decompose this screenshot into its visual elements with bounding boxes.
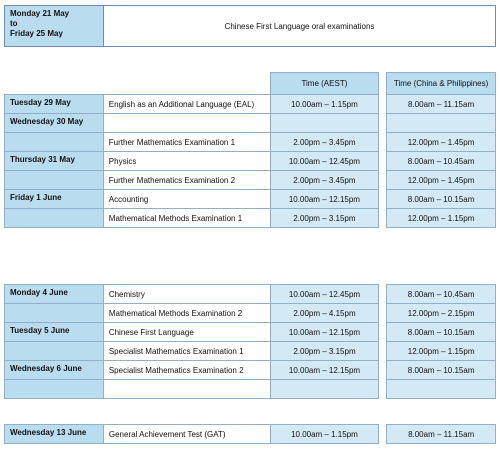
subject-cell: Accounting	[103, 190, 270, 209]
table-row	[5, 323, 496, 342]
table-row	[5, 190, 496, 209]
exam-table-week-3	[4, 424, 496, 444]
subject-cell: Specialist Mathematics Examination 1	[103, 342, 270, 361]
subject-cell: Chemistry	[103, 285, 270, 304]
time-aest-cell: 2.00pm – 3.15pm	[270, 342, 379, 361]
time-china-cell: 12.00pm – 1.15pm	[387, 342, 496, 361]
day-cell	[5, 380, 104, 399]
table-row	[5, 152, 496, 171]
subject-cell: Specialist Mathematics Examination 2	[103, 361, 270, 380]
table-row	[5, 133, 496, 152]
day-cell: Thursday 31 May	[5, 152, 104, 171]
table-row	[5, 209, 496, 228]
table-row	[5, 342, 496, 361]
time-aest-cell: 2.00pm – 3.45pm	[270, 171, 379, 190]
table-row	[5, 380, 496, 399]
table-row	[5, 285, 496, 304]
day-cell	[5, 133, 104, 152]
day-cell: Wednesday 6 June	[5, 361, 104, 380]
time-aest-cell: 2.00pm – 3.15pm	[270, 209, 379, 228]
time-china-cell: 8.00am – 11.15am	[387, 95, 496, 114]
subject-cell: Physics	[103, 152, 270, 171]
time-aest-cell: 2.00pm – 4.15pm	[270, 304, 379, 323]
time-china-cell: 12.00pm – 1.15pm	[387, 209, 496, 228]
time-aest-cell: 10.00am – 12.15pm	[270, 190, 379, 209]
time-china-cell: 12.00pm – 2.15pm	[387, 304, 496, 323]
time-china-cell: 8.00am – 10.45am	[387, 285, 496, 304]
exam-table-week-2	[4, 284, 496, 399]
time-aest-cell: 10.00am – 1.15pm	[270, 95, 379, 114]
time-china-cell: 8.00am – 10.15am	[387, 190, 496, 209]
day-cell	[5, 171, 104, 190]
time-aest-cell	[270, 380, 379, 399]
subject-cell	[103, 380, 270, 399]
day-cell: Monday 4 June	[5, 285, 104, 304]
subject-cell: Further Mathematics Examination 1	[103, 133, 270, 152]
time-aest-cell: 10.00am – 1.15pm	[270, 425, 379, 444]
subject-cell: Mathematical Methods Examination 2	[103, 304, 270, 323]
day-cell: Friday 1 June	[5, 190, 104, 209]
table-row	[5, 171, 496, 190]
day-cell: Wednesday 13 June	[5, 425, 104, 444]
time-china-cell: 8.00am – 10.45am	[387, 152, 496, 171]
time-aest-cell: 10.00am – 12.15pm	[270, 323, 379, 342]
subject-cell: Mathematical Methods Examination 1	[103, 209, 270, 228]
subject-cell: English as an Additional Language (EAL)	[103, 95, 270, 114]
day-cell	[5, 304, 104, 323]
time-china-cell: 12.00pm – 1.45pm	[387, 133, 496, 152]
time-china-cell	[387, 114, 496, 133]
day-cell	[5, 342, 104, 361]
table-row	[5, 425, 496, 444]
table-row	[5, 95, 496, 114]
table-row	[5, 304, 496, 323]
oral-exam-date: Monday 21 May to Friday 25 May	[5, 6, 104, 46]
time-china-cell	[387, 380, 496, 399]
table-row	[5, 361, 496, 380]
time-aest-cell: 10.00am – 12.45pm	[270, 152, 379, 171]
time-aest-cell	[270, 114, 379, 133]
table-row	[5, 114, 496, 133]
day-cell: Tuesday 29 May	[5, 95, 104, 114]
time-china-cell: 8.00am – 11.15am	[387, 425, 496, 444]
exam-table-week-1	[4, 72, 496, 228]
subject-cell	[103, 114, 270, 133]
time-china-cell: 8.00am – 10.15am	[387, 323, 496, 342]
day-cell: Tuesday 5 June	[5, 323, 104, 342]
oral-exam-banner	[4, 5, 496, 47]
time-aest-cell: 2.00pm – 3.45pm	[270, 133, 379, 152]
time-china-cell: 12.00pm – 1.45pm	[387, 171, 496, 190]
day-cell	[5, 209, 104, 228]
time-china-cell: 8.00am – 10.15am	[387, 361, 496, 380]
time-aest-cell: 10.00am – 12.45pm	[270, 285, 379, 304]
subject-cell: General Achievement Test (GAT)	[103, 425, 270, 444]
subject-cell: Further Mathematics Examination 2	[103, 171, 270, 190]
day-cell: Wednesday 30 May	[5, 114, 104, 133]
header-time-aest: Time (AEST)	[270, 73, 379, 95]
time-aest-cell: 10.00am – 12.15pm	[270, 361, 379, 380]
subject-cell: Chinese First Language	[103, 323, 270, 342]
oral-exam-title: Chinese First Language oral examinations	[224, 21, 375, 31]
header-time-china: Time (China & Philippines)	[387, 73, 496, 95]
table-header-row	[5, 73, 496, 95]
